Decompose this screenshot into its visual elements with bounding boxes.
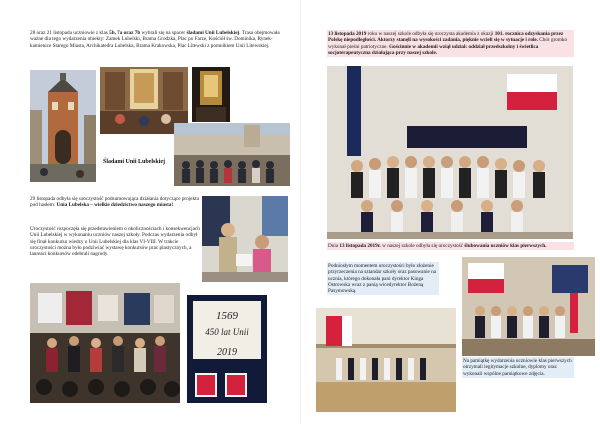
intro-text-3: . Trasa obejmowała ważne dla tego wydarzenia obiekty: Zamek Lubelski, Brama Grodzka, Plac po Farze, Kościół św. Dominika, Rynek-kamienice Starego Miasta, Archikatedra Lubelska, Brama Krakowska, Plac Litewski z pomnikiem Unii Litewskiej. bbox=[30, 30, 280, 49]
photo-stage-performance bbox=[30, 283, 180, 403]
photo-choir-group bbox=[327, 66, 573, 239]
contest-details: Uroczystość rozpoczęła się przedstawieniem o okolicznościach i konsekwencjach Unii Lubelskiej w wykonaniu uczniów naszej szkoły. Podczas wydarzenia odbył się finał konkursu wiedzy o Unii Lubelskiej dla klas VI-VIII. W trakcie uroczystości można było podziwiać wystawę konkursów prac plastycznych, a laureaci konkursów odebrali nagrody. bbox=[30, 226, 200, 258]
svg-text:1569: 1569 bbox=[216, 310, 238, 322]
pledge-intro-text-2: w naszej szkole odbyła się uroczystość bbox=[380, 243, 465, 249]
intro-text: 28 oraz 21 listopada uczniowie z klas bbox=[30, 30, 110, 36]
anniversary-text-2: Chór gromko wykonał pieśni patriotyczne. bbox=[328, 37, 568, 50]
collage-caption: Śladami Unii Lubelskiej bbox=[103, 159, 166, 165]
photo-award-ceremony bbox=[202, 196, 288, 282]
photo-church-altar bbox=[192, 67, 230, 122]
svg-text:2019: 2019 bbox=[217, 347, 237, 358]
pledge-event: ślubowania uczniów klas pierwszych. bbox=[464, 243, 547, 249]
pledge-intro-text: Dnia bbox=[328, 243, 340, 249]
page-divider bbox=[300, 0, 301, 424]
svg-text:450 lat Unii: 450 lat Unii bbox=[205, 327, 249, 337]
contest-intro bbox=[30, 196, 200, 209]
poster-450-years bbox=[187, 295, 267, 403]
anniversary-highlight: 101. rocznica odzyskania przez Polskę niepodległości. Aktorzy stanęli na wysokości zadania, pięknie wcieli się w sytuacje i role. bbox=[328, 31, 564, 44]
intro-paragraph bbox=[30, 30, 285, 49]
contest-intro-text: 29 listopada odbyła się uroczystość podsumowująca działania dotyczące projektu pod hasłem: bbox=[30, 196, 200, 209]
intro-classes: 5b, 7a oraz 7b bbox=[109, 30, 141, 36]
photo-brama-krakowska bbox=[30, 70, 96, 182]
anniversary-date: 13 listopada 2019 bbox=[328, 31, 367, 37]
intro-text-2: wybrali się na spacer bbox=[140, 30, 187, 36]
pledge-date: 13 listopada 2019r. bbox=[339, 243, 381, 249]
photo-group-castle bbox=[174, 123, 290, 186]
contest-title: Unia Lubelska – wielkie dziedzictwo naszego miasta! bbox=[56, 202, 174, 209]
pledge-description: Podniosłym momentem uroczystości było złożenie przyrzeczenia na sztandar szkoły oraz pasowanie na ucznia, którego dokonała pani dyrektor Kinga Ostrowska wraz z panią wicedyrektor Bożeną Pasymowską. bbox=[327, 262, 439, 295]
anniversary-text: roku w naszej szkole odbyła się uroczysta akademia z okazji bbox=[366, 31, 495, 37]
pledge-intro bbox=[327, 242, 574, 250]
anniversary-guests: Gościnnie w akademii wziął udział: oddział przedszkolny i świetlica socjoterapeutyczna działająca przy naszej szkole. bbox=[328, 43, 539, 56]
anniversary-paragraph bbox=[327, 30, 574, 57]
photo-first-graders-stage bbox=[462, 257, 595, 356]
photo-gym-ceremony bbox=[316, 308, 456, 412]
intro-topic: śladami Unii Lubelskiej bbox=[186, 30, 240, 36]
closing-paragraph: Na pamiątkę wydarzenia uczniowie klas pierwszych otrzymali legitymacje szkolne, dyplomy oraz wykonali wspólne pamiątkowe zdjęcia. bbox=[462, 357, 574, 378]
